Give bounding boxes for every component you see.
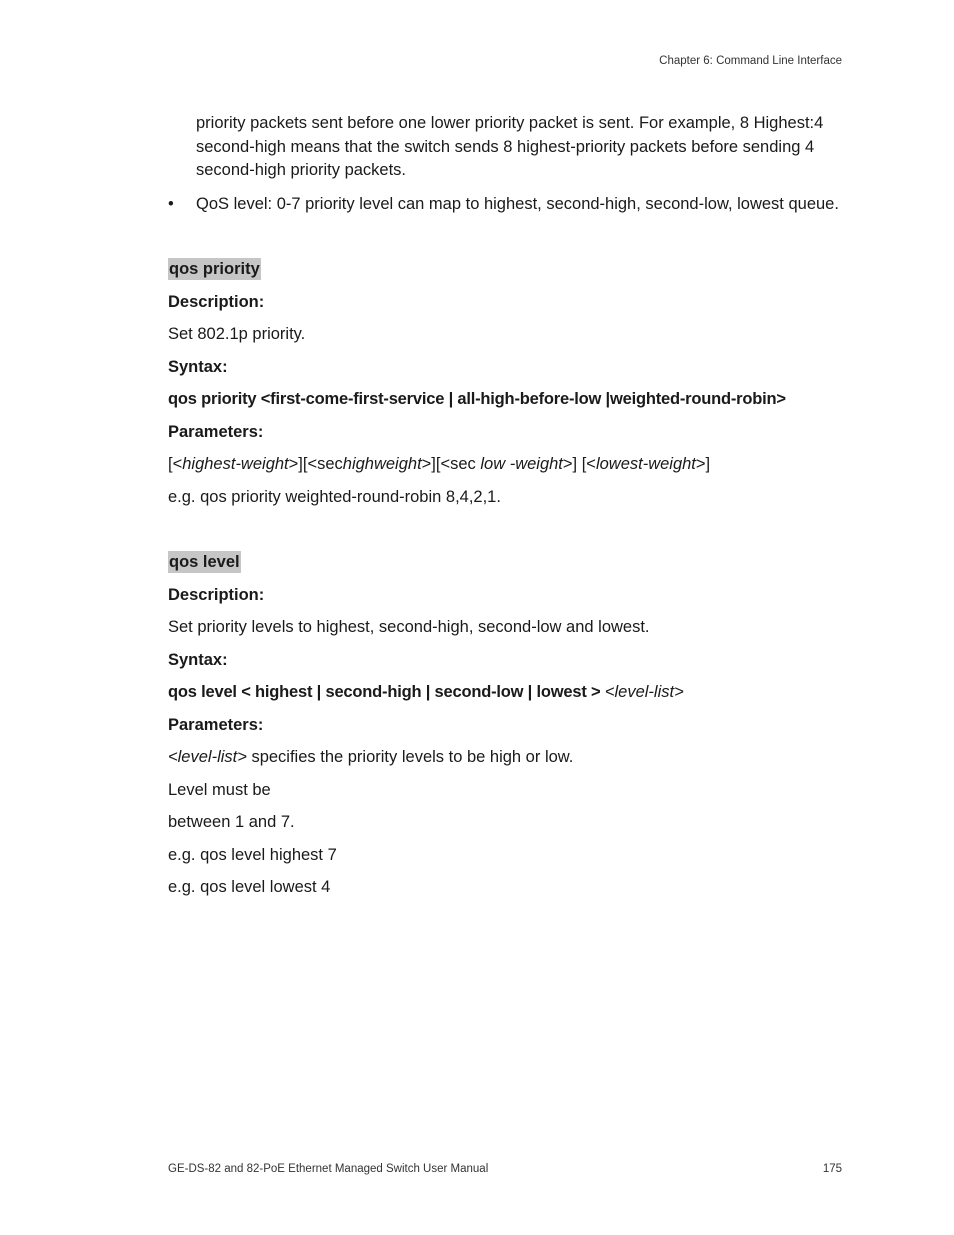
level-note-line-1: Level must be <box>168 780 271 799</box>
param-description: specifies the priority levels to be high or low. <box>246 748 574 766</box>
section-heading: qos priority <box>169 260 260 278</box>
bullet-text: QoS level: 0-7 priority level can map to highest, second-high, second-low, lowest queue. <box>196 194 839 213</box>
param-highest-weight: highest-weight <box>182 455 289 473</box>
syntax-level-list: <level-list> <box>604 683 684 701</box>
description-label: Description: <box>168 292 265 311</box>
param-fragment: [< <box>168 455 183 473</box>
example-text: e.g. qos level highest 7 <box>168 845 337 864</box>
param-fragment: >] <box>695 455 711 473</box>
parameters-text <box>168 746 848 770</box>
param-fragment: >][<sec <box>288 455 343 473</box>
param-fragment: >] [< <box>562 455 596 473</box>
syntax-command: qos level < highest | second-high | second-low | lowest > <box>168 683 605 701</box>
param-sechighweight: highweight <box>342 455 422 473</box>
bullet-icon: • <box>168 194 174 213</box>
syntax-text <box>168 681 848 705</box>
param-seclow-weight: low -weight <box>480 455 563 473</box>
description-text: Set 802.1p priority. <box>168 325 306 343</box>
level-note-line-2: between 1 and 7. <box>168 813 295 831</box>
syntax-text: qos priority <first-come-first-service | all-high-before-low |weighted-round-robin> <box>168 390 786 408</box>
syntax-label: Syntax: <box>168 650 228 669</box>
description-text: Set priority levels to highest, second-high, second-low and lowest. <box>168 618 650 636</box>
param-fragment: >][<sec <box>421 455 481 473</box>
description-label: Description: <box>168 585 265 604</box>
section-heading: qos level <box>169 553 240 571</box>
page-number: 175 <box>822 1163 842 1175</box>
parameters-text <box>168 453 848 477</box>
example-text: e.g. qos priority weighted-round-robin 8,4,2,1. <box>168 487 501 506</box>
param-level-list: <level-list> <box>168 748 247 766</box>
running-header: Chapter 6: Command Line Interface <box>659 55 842 67</box>
syntax-label: Syntax: <box>168 357 228 376</box>
parameters-label: Parameters: <box>168 422 264 441</box>
bullet-item <box>168 193 848 217</box>
continued-paragraph: priority packets sent before one lower priority packet is sent. For example, 8 Highest:4 second-high means that the switch sends 8 highest-priority packets before sending 4 second-high priority packets. <box>196 114 824 179</box>
section-qos-level <box>168 551 848 900</box>
footer-manual-title: GE-DS-82 and 82-PoE Ethernet Managed Switch User Manual <box>168 1163 489 1175</box>
example-text: e.g. qos level lowest 4 <box>168 878 331 896</box>
page-content <box>168 112 848 900</box>
parameters-label: Parameters: <box>168 715 264 734</box>
section-qos-priority <box>168 258 848 509</box>
param-lowest-weight: lowest-weight <box>595 455 696 473</box>
